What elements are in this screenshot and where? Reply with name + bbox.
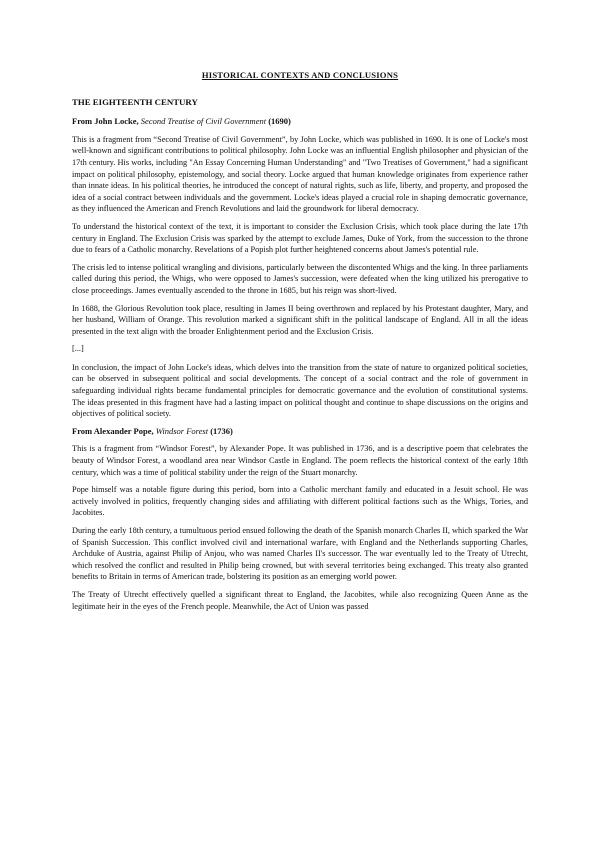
section-heading: THE EIGHTEENTH CENTURY (72, 96, 198, 107)
pope-source-heading (72, 426, 528, 438)
locke-paragraph-2: To understand the historical context of the text, it is important to consider the Exclusion Crisis, which took place during the late 17th century in England. The Exclusion Crisis was sparked by the attempt to exclude James, Duke of York, from the succession to the throne due to fears of a Catholic monarchy. Revelations of a Popish plot further heightened concerns about James's potential rule. (72, 221, 528, 255)
source-work-title: Windsor Forest (155, 425, 209, 436)
pope-paragraph-1: This is a fragment from “Windsor Forest”, by Alexander Pope. It was published in 1736, and is a descriptive poem that celebrates the beauty of Windsor Forest, a woodland area near Windsor Castle in England. The poem reflects the historical context of the early 18th century, which was a time of political stability under the reign of the Stuart monarchy. (72, 444, 528, 477)
pope-paragraph-2: Pope himself was a notable figure during this period, born into a Catholic merchant family and educated in a Jesuit school. He was actively involved in politics, frequently changing sides and affiliating with different political factions such as the Whigs, Tories, and Jacobites. (72, 485, 528, 518)
pope-paragraph-4: The Treaty of Utrecht effectively quelled a significant threat to England, the Jacobites, while also recognizing Queen Anne as the legitimate heir in the eyes of the French people. Meanwhile, the Act of Union was passed (72, 589, 528, 611)
pope-paragraph-3: During the early 18th century, a tumultuous period ensued following the death of the Spanish monarch Charles II, which sparked the War of Spanish Succession. This conflict involved civil and international warfare, with England and the Netherlands supporting Charles, Archduke of Austria, against Philip of Anjou, who was named Charles II's successor. The war eventually led to the Treaty of Utrecht, which resolved the conflict and resulted in Philip being crowned, but with several territories being exchanged. This treaty also granted benefits to Britain in terms of American trade, bolstering its position as an emerging world power. (72, 526, 528, 582)
locke-paragraph-4: In 1688, the Glorious Revolution took place, resulting in James II being overthrown and replaced by his Protestant daughter, Mary, and her husband, William of Orange. This revolution marked a significant shift in the political landscape of England. All in all the ideas presented in the text align with the broader Enlightenment period and the Exclusion Crisis. (72, 303, 528, 336)
locke-paragraph-1: This is a fragment from “Second Treatise of Civil Government”, by John Locke, which was published in 1690. It is one of Locke's most well-known and significant contributions to political philosophy. John Locke was an influential English philosopher and physician of the 17th century. His works, including "An Essay Concerning Human Understanding" and "Two Treatises of Government," had a significant impact on political philosophy, epistemology, and social theory. Locke argued that human knowledge originates from experience rather than innate ideas. In his political theories, he introduced the concept of natural rights, such as life, liberty, and property, and proposed the idea of a social contract between individuals and the government. Locke's ideas played a crucial role in shaping democratic governance, as they influenced the American and French Revolutions and laid the groundwork for liberal democracy. (72, 134, 528, 214)
source-year: (1736) (210, 425, 233, 436)
source-year: (1690) (268, 116, 291, 127)
source-work-title: Second Treatise of Civil Government (140, 116, 267, 127)
locke-paragraph-3: The crisis led to intense political wrangling and divisions, particularly between the discontented Whigs and the king. In three parliaments called during this period, the Whigs, who were opposed to James's succession, were defeated when the king utilized his prerogative to close proceedings. James eventually ascended to the throne in 1685, but his reign was short-lived. (72, 262, 528, 295)
omission-marker: [...] (72, 344, 84, 354)
locke-source-heading (72, 116, 528, 128)
document-page (72, 70, 528, 618)
source-author: From Alexander Pope, (72, 425, 154, 436)
source-author: From John Locke, (72, 116, 139, 127)
locke-conclusion: In conclusion, the impact of John Locke's ideas, which delves into the transition from the state of nature to organized political societies, can be observed in subsequent political and social developments. The concept of a social contract and the role of government in safeguarding individual rights became fundamental principles for democratic governance and the evolution of constitutional systems. The ideas presented in this fragment have had a lasting impact on political thought and continue to shape discussions on the origins and objectives of political society. (72, 362, 528, 419)
page-title: HISTORICAL CONTEXTS AND CONCLUSIONS (201, 70, 399, 80)
